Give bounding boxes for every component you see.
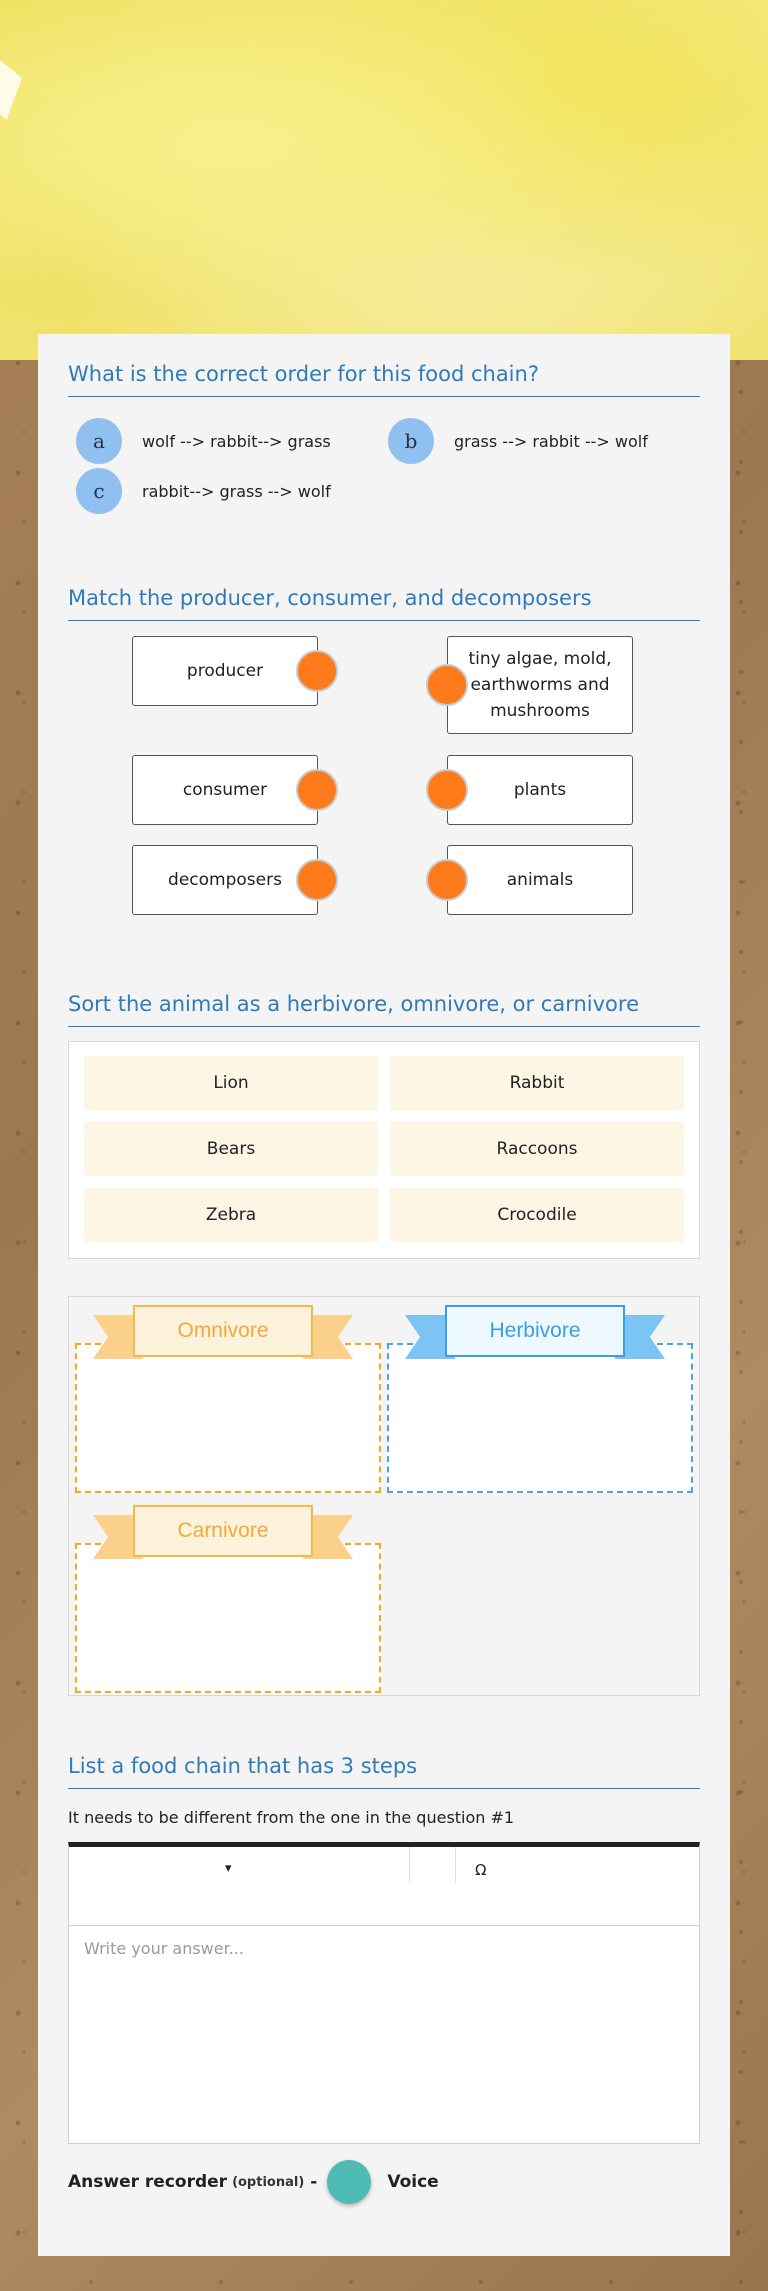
sort-bins-area — [68, 1296, 700, 1696]
match-connector-right[interactable] — [426, 769, 468, 811]
question-4-title: List a food chain that has 3 steps — [68, 1754, 700, 1789]
recorder-optional-tag: (optional) — [232, 2174, 305, 2190]
match-right-animals[interactable]: animals — [447, 845, 633, 915]
voice-label: Voice — [387, 2172, 439, 2192]
match-connector-left[interactable] — [296, 650, 338, 692]
question-3-title: Sort the animal as a herbivore, omnivore, or carnivore — [68, 992, 700, 1027]
option-b[interactable] — [388, 418, 648, 464]
record-voice-button[interactable] — [327, 2160, 371, 2204]
match-right-decomposer-examples[interactable]: tiny algae, mold, earthworms and mushrooms — [447, 636, 633, 734]
option-letter-badge: b — [388, 418, 434, 464]
question-1-title: What is the correct order for this food chain? — [68, 362, 700, 397]
answer-editor — [68, 1842, 700, 2144]
sort-chip-raccoons[interactable]: Raccoons — [390, 1122, 684, 1176]
sort-chip-rabbit[interactable]: Rabbit — [390, 1056, 684, 1110]
sort-chip-bears[interactable]: Bears — [84, 1122, 378, 1176]
bin-herbivore-label — [405, 1305, 665, 1363]
special-characters-omega-icon[interactable]: Ω — [475, 1861, 487, 1879]
match-connector-right[interactable] — [426, 859, 468, 901]
bin-carnivore-dropzone[interactable] — [75, 1543, 381, 1693]
sort-chip-lion[interactable]: Lion — [84, 1056, 378, 1110]
bin-omnivore-title: Omnivore — [133, 1305, 313, 1357]
question-2-title: Match the producer, consumer, and decomposers — [68, 586, 700, 621]
header-background — [0, 0, 768, 360]
recorder-dash: - — [310, 2172, 318, 2192]
option-letter-badge: c — [76, 468, 122, 514]
bin-omnivore-label — [93, 1305, 353, 1363]
bin-herbivore-title: Herbivore — [445, 1305, 625, 1357]
match-left-decomposers[interactable]: decomposers — [132, 845, 318, 915]
option-text: grass --> rabbit --> wolf — [454, 431, 648, 451]
bin-carnivore-label — [93, 1505, 353, 1563]
option-text: wolf --> rabbit--> grass — [142, 431, 331, 451]
bin-carnivore-title: Carnivore — [133, 1505, 313, 1557]
option-c[interactable] — [76, 468, 331, 514]
match-connector-left[interactable] — [296, 769, 338, 811]
answer-textarea-placeholder[interactable]: Write your answer... — [84, 1939, 244, 1958]
toolbar-divider — [455, 1847, 456, 1883]
bin-herbivore-dropzone[interactable] — [387, 1343, 693, 1493]
bin-omnivore-dropzone[interactable] — [75, 1343, 381, 1493]
answer-recorder — [68, 2160, 439, 2204]
sort-chip-zebra[interactable]: Zebra — [84, 1188, 378, 1242]
match-left-consumer[interactable]: consumer — [132, 755, 318, 825]
match-left-producer[interactable]: producer — [132, 636, 318, 706]
option-letter-badge: a — [76, 418, 122, 464]
match-connector-left[interactable] — [296, 859, 338, 901]
format-dropdown-chevron-down-icon[interactable]: ▾ — [225, 1861, 232, 1876]
editor-toolbar — [69, 1847, 699, 1926]
sort-items-pool — [68, 1041, 700, 1259]
match-right-plants[interactable]: plants — [447, 755, 633, 825]
recorder-label: Answer recorder — [68, 2172, 228, 2192]
question-4-instructions: It needs to be different from the one in the question #1 — [68, 1808, 515, 1827]
match-connector-right[interactable] — [426, 664, 468, 706]
worksheet-card — [38, 334, 730, 2256]
sort-chip-crocodile[interactable]: Crocodile — [390, 1188, 684, 1242]
option-a[interactable] — [76, 418, 331, 464]
toolbar-divider — [409, 1847, 410, 1883]
option-text: rabbit--> grass --> wolf — [142, 481, 331, 501]
